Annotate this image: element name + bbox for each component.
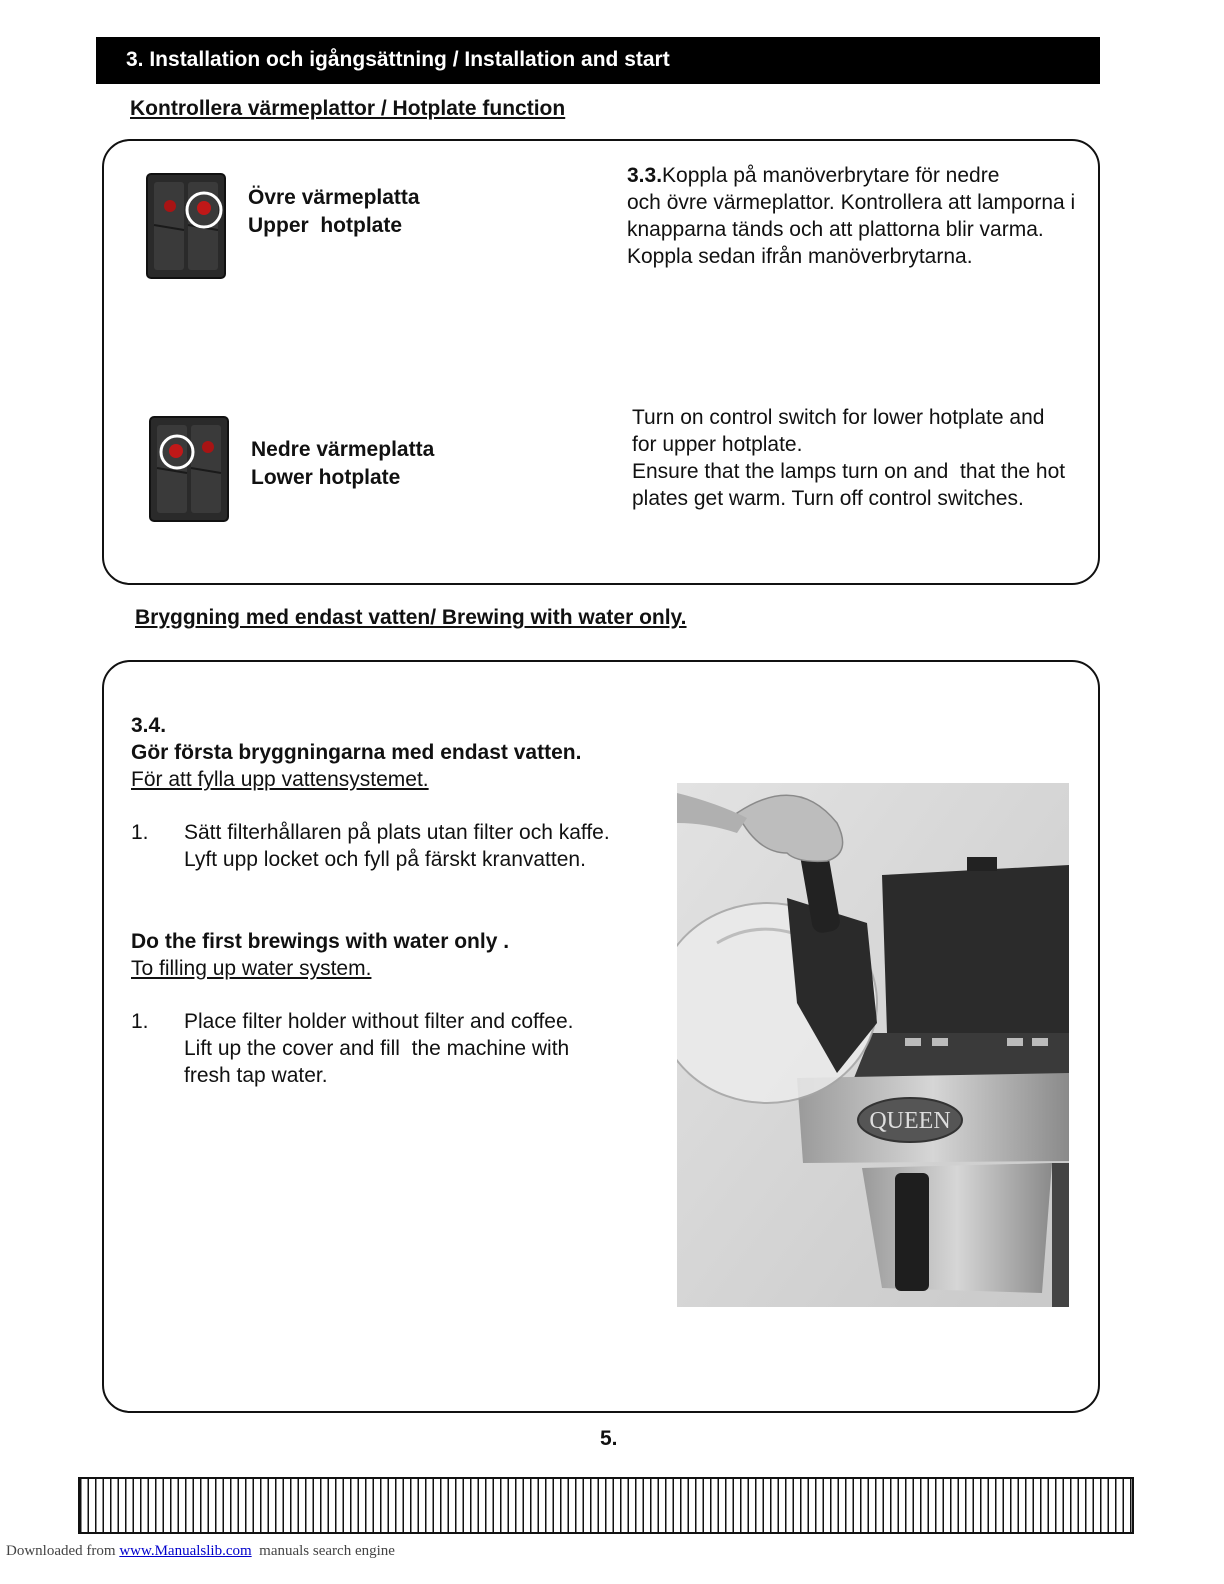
hotplate-heading: Kontrollera värmeplattor / Hotplate function [130,97,566,120]
footer-prefix: Downloaded from [6,1543,120,1559]
upper-hotplate-label-en: Upper hotplate [248,214,403,237]
brewing-heading: Bryggning med endast vatten/ Brewing with water only. [135,606,687,629]
english-title: Do the first brewings with water only . [131,930,510,953]
barcode-strip [78,1477,1134,1534]
swedish-item-number: 1. [131,821,149,844]
step-3-3-swedish [627,162,1097,270]
sv-text-line: knapparna tänds och att plattorna blir varma. [627,218,1044,241]
section-title: 3. Installation och igångsättning / Installation and start [126,48,670,71]
coffee-machine-photo [677,783,1069,1307]
page-number: 5. [600,1427,618,1450]
english-item-line: Place filter holder without filter and coffee. [184,1010,574,1033]
upper-switch-image [144,170,228,282]
queen-logo: QUEEN [869,1108,951,1134]
sv-text-line: Koppla sedan ifrån manöverbrytarna. [627,245,973,268]
swedish-title: Gör första bryggningarna med endast vatten. [131,741,582,764]
download-footer [6,1543,395,1560]
lower-hotplate-label-sv: Nedre värmeplatta [251,438,435,461]
sv-text-line: Koppla på manöverbrytare för nedre [662,164,1000,187]
swedish-subtitle: För att fylla upp vattensystemet. [131,768,429,791]
en-text-line: Turn on control switch for lower hotplate and [632,406,1045,429]
english-item-line: Lift up the cover and fill the machine with [184,1037,570,1060]
upper-hotplate-label-sv: Övre värmeplatta [248,186,420,209]
footer-suffix: manuals search engine [251,1543,395,1559]
english-item-line: fresh tap water. [184,1064,328,1087]
swedish-item-line: Lyft upp locket och fyll på färskt kranvatten. [184,848,586,871]
swedish-item-line: Sätt filterhållaren på plats utan filter och kaffe. [184,821,610,844]
step-3-4-number: 3.4. [131,714,167,737]
sv-text-line: och övre värmeplattor. Kontrollera att lamporna i [627,191,1076,214]
section-header-bar [96,37,1100,84]
en-text-line: for upper hotplate. [632,433,803,456]
en-text-line: plates get warm. Turn off control switches. [632,487,1024,510]
english-subtitle: To filling up water system. [131,957,372,980]
lower-switch-image [147,413,231,525]
step-3-3-english [632,404,1092,512]
en-text-line: Ensure that the lamps turn on and that the hot [632,460,1066,483]
english-item-number: 1. [131,1010,149,1033]
manualslib-link[interactable]: www.Manualslib.com [119,1543,252,1559]
step-3-3-number: 3.3. [627,164,663,187]
lower-hotplate-label-en: Lower hotplate [251,466,401,489]
